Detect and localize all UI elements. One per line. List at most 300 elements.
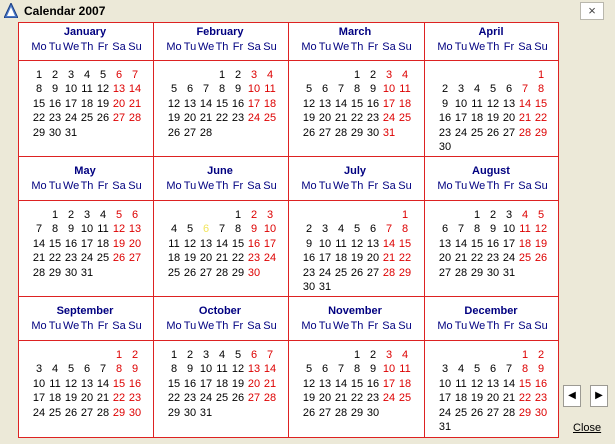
calendar-day[interactable]: 28 [96, 406, 110, 419]
calendar-day[interactable]: 25 [398, 392, 412, 405]
calendar-day[interactable]: 31 [438, 421, 452, 433]
calendar-day[interactable]: 6 [369, 223, 377, 236]
calendar-day[interactable]: 10 [199, 363, 213, 376]
calendar-day[interactable]: 20 [199, 252, 213, 265]
calendar-day[interactable]: 3 [35, 363, 43, 376]
calendar-day[interactable]: 23 [247, 252, 261, 265]
calendar-day[interactable]: 19 [231, 377, 245, 390]
calendar-day[interactable]: 3 [385, 349, 393, 361]
calendar-day[interactable]: 19 [350, 252, 364, 265]
calendar-day[interactable]: 18 [48, 392, 62, 405]
calendar-day[interactable]: 12 [167, 97, 181, 110]
calendar-day[interactable]: 15 [398, 237, 412, 250]
calendar-day[interactable]: 27 [128, 252, 142, 265]
calendar-day[interactable]: 29 [231, 266, 245, 279]
calendar-day[interactable]: 25 [96, 252, 110, 265]
calendar-day[interactable]: 25 [80, 112, 94, 125]
calendar-day[interactable]: 23 [183, 392, 197, 405]
calendar-day[interactable]: 12 [302, 97, 316, 110]
calendar-day[interactable]: 27 [486, 406, 500, 419]
previous-year-button[interactable]: ◀ [563, 385, 581, 407]
calendar-day[interactable]: 22 [350, 392, 364, 405]
calendar-day[interactable]: 20 [438, 252, 452, 265]
calendar-day[interactable]: 25 [334, 266, 348, 279]
calendar-day[interactable]: 6 [202, 223, 210, 236]
calendar-day[interactable]: 8 [537, 83, 545, 96]
calendar-day[interactable]: 20 [366, 252, 380, 265]
calendar-day[interactable]: 20 [502, 112, 516, 125]
calendar-day[interactable]: 14 [502, 377, 516, 390]
calendar-day[interactable]: 10 [438, 377, 452, 390]
calendar-day[interactable]: 24 [438, 406, 452, 419]
calendar-day[interactable]: 21 [263, 377, 277, 390]
calendar-day[interactable]: 20 [183, 112, 197, 125]
calendar-day[interactable]: 7 [99, 363, 107, 376]
calendar-day[interactable]: 26 [302, 406, 316, 419]
calendar-day[interactable]: 8 [401, 223, 409, 236]
calendar-day[interactable]: 27 [366, 266, 380, 279]
calendar-day[interactable]: 10 [502, 223, 516, 236]
calendar-day[interactable]: 18 [518, 237, 532, 250]
calendar-day[interactable]: 13 [112, 83, 126, 96]
calendar-day[interactable]: 31 [199, 406, 213, 419]
calendar-day[interactable]: 24 [454, 126, 468, 139]
calendar-day[interactable]: 4 [83, 69, 91, 81]
calendar-day[interactable]: 21 [518, 112, 532, 125]
calendar-day[interactable]: 30 [64, 266, 78, 279]
calendar-day[interactable]: 18 [167, 252, 181, 265]
calendar-day[interactable]: 4 [99, 209, 107, 221]
calendar-day[interactable]: 6 [115, 69, 123, 81]
calendar-day[interactable]: 3 [202, 349, 210, 361]
calendar-day[interactable]: 18 [398, 97, 412, 110]
calendar-day[interactable]: 10 [318, 237, 332, 250]
calendar-day[interactable]: 24 [247, 112, 261, 125]
calendar-day[interactable]: 9 [234, 83, 242, 96]
calendar-day[interactable]: 26 [64, 406, 78, 419]
calendar-day[interactable]: 26 [183, 266, 197, 279]
calendar-day[interactable]: 27 [247, 392, 261, 405]
calendar-day[interactable]: 21 [199, 112, 213, 125]
calendar-day[interactable]: 11 [519, 223, 531, 236]
calendar-day[interactable]: 5 [473, 363, 481, 376]
calendar-day[interactable]: 8 [218, 83, 226, 96]
calendar-day[interactable]: 16 [302, 252, 316, 265]
calendar-day[interactable]: 21 [334, 112, 348, 125]
calendar-day[interactable]: 23 [366, 112, 380, 125]
calendar-day[interactable]: 30 [486, 266, 500, 279]
calendar-day[interactable]: 7 [35, 223, 43, 236]
calendar-day[interactable]: 2 [250, 209, 258, 221]
calendar-day[interactable]: 10 [454, 97, 468, 110]
calendar-day[interactable]: 12 [96, 83, 110, 96]
calendar-day[interactable]: 8 [51, 223, 59, 236]
calendar-day[interactable]: 25 [263, 112, 277, 125]
calendar-day[interactable]: 1 [353, 349, 361, 361]
calendar-day[interactable]: 17 [80, 237, 94, 250]
calendar-day[interactable]: 26 [112, 252, 126, 265]
calendar-day[interactable]: 28 [263, 392, 277, 405]
calendar-day[interactable]: 23 [48, 112, 62, 125]
calendar-day[interactable]: 23 [302, 266, 316, 279]
calendar-day[interactable]: 25 [518, 252, 532, 265]
calendar-day[interactable]: 8 [521, 363, 529, 376]
calendar-day[interactable]: 28 [518, 126, 532, 139]
calendar-day[interactable]: 2 [369, 69, 377, 81]
calendar-day[interactable]: 29 [518, 406, 532, 419]
calendar-day[interactable]: 30 [438, 141, 452, 153]
calendar-day[interactable]: 2 [186, 349, 194, 361]
calendar-day[interactable]: 17 [438, 392, 452, 405]
calendar-day[interactable]: 17 [382, 377, 396, 390]
calendar-day[interactable]: 7 [218, 223, 226, 236]
calendar-day[interactable]: 17 [64, 97, 78, 110]
calendar-day[interactable]: 1 [218, 69, 226, 81]
calendar-day[interactable]: 28 [32, 266, 46, 279]
calendar-day[interactable]: 13 [502, 97, 516, 110]
calendar-day[interactable]: 18 [80, 97, 94, 110]
calendar-day[interactable]: 15 [350, 377, 364, 390]
calendar-day[interactable]: 30 [366, 126, 380, 139]
calendar-day[interactable]: 28 [382, 266, 396, 279]
calendar-day[interactable]: 15 [534, 97, 548, 110]
calendar-day[interactable]: 23 [534, 392, 548, 405]
calendar-day[interactable]: 9 [537, 363, 545, 376]
calendar-day[interactable]: 7 [505, 363, 513, 376]
calendar-day[interactable]: 7 [457, 223, 465, 236]
calendar-day[interactable]: 10 [382, 363, 396, 376]
calendar-day[interactable]: 9 [305, 237, 313, 250]
calendar-day[interactable]: 26 [302, 126, 316, 139]
calendar-day[interactable]: 23 [366, 392, 380, 405]
calendar-day[interactable]: 14 [199, 97, 213, 110]
calendar-day[interactable]: 25 [398, 112, 412, 125]
calendar-day[interactable]: 17 [32, 392, 46, 405]
calendar-day[interactable]: 20 [486, 392, 500, 405]
calendar-day[interactable]: 27 [502, 126, 516, 139]
calendar-day[interactable]: 12 [112, 223, 126, 236]
calendar-day[interactable]: 15 [518, 377, 532, 390]
calendar-day[interactable]: 5 [99, 69, 107, 81]
calendar-day[interactable]: 27 [318, 406, 332, 419]
calendar-day[interactable]: 13 [183, 97, 197, 110]
calendar-day[interactable]: 6 [131, 209, 139, 221]
calendar-day[interactable]: 7 [266, 349, 274, 361]
calendar-day[interactable]: 13 [128, 223, 142, 236]
calendar-day[interactable]: 21 [502, 392, 516, 405]
calendar-day[interactable]: 3 [266, 209, 274, 221]
calendar-day[interactable]: 10 [64, 83, 78, 96]
calendar-day[interactable]: 11 [168, 237, 180, 250]
calendar-day[interactable]: 23 [64, 252, 78, 265]
calendar-day[interactable]: 29 [167, 406, 181, 419]
calendar-day[interactable]: 19 [64, 392, 78, 405]
calendar-day[interactable]: 26 [534, 252, 548, 265]
calendar-day[interactable]: 16 [438, 112, 452, 125]
calendar-day[interactable]: 6 [83, 363, 91, 376]
calendar-day[interactable]: 14 [334, 97, 348, 110]
calendar-day[interactable]: 24 [382, 112, 396, 125]
calendar-day[interactable]: 9 [441, 97, 449, 110]
calendar-day[interactable]: 6 [321, 83, 329, 96]
calendar-day[interactable]: 27 [80, 406, 94, 419]
calendar-day[interactable]: 25 [215, 392, 229, 405]
calendar-day[interactable]: 9 [489, 223, 497, 236]
calendar-day[interactable]: 17 [382, 97, 396, 110]
calendar-day[interactable]: 21 [215, 252, 229, 265]
calendar-day[interactable]: 24 [263, 252, 277, 265]
calendar-day[interactable]: 1 [115, 349, 123, 361]
calendar-day[interactable]: 18 [454, 392, 468, 405]
calendar-day[interactable]: 22 [215, 112, 229, 125]
calendar-day[interactable]: 25 [454, 406, 468, 419]
calendar-day[interactable]: 30 [366, 406, 380, 419]
calendar-day[interactable]: 8 [234, 223, 242, 236]
calendar-day[interactable]: 30 [302, 281, 316, 293]
calendar-day[interactable]: 4 [51, 363, 59, 376]
calendar-day[interactable]: 13 [486, 377, 500, 390]
calendar-day[interactable]: 28 [334, 406, 348, 419]
calendar-day[interactable]: 4 [170, 223, 178, 236]
calendar-day[interactable]: 5 [305, 83, 313, 96]
calendar-day[interactable]: 5 [234, 349, 242, 361]
calendar-day[interactable]: 2 [369, 349, 377, 361]
calendar-day[interactable]: 5 [170, 83, 178, 96]
calendar-day[interactable]: 19 [96, 97, 110, 110]
calendar-day[interactable]: 8 [170, 363, 178, 376]
calendar-day[interactable]: 17 [199, 377, 213, 390]
calendar-day[interactable]: 2 [537, 349, 545, 361]
calendar-day[interactable]: 13 [80, 377, 94, 390]
calendar-day[interactable]: 27 [112, 112, 126, 125]
calendar-day[interactable]: 6 [250, 349, 258, 361]
calendar-day[interactable]: 22 [518, 392, 532, 405]
calendar-day[interactable]: 10 [382, 83, 396, 96]
calendar-day[interactable]: 11 [471, 97, 483, 110]
calendar-day[interactable]: 26 [167, 126, 181, 139]
calendar-day[interactable]: 6 [186, 83, 194, 96]
calendar-day[interactable]: 14 [382, 237, 396, 250]
calendar-day[interactable]: 28 [334, 126, 348, 139]
calendar-day[interactable]: 1 [537, 69, 545, 81]
calendar-day[interactable]: 4 [337, 223, 345, 236]
calendar-day[interactable]: 3 [457, 83, 465, 96]
calendar-day[interactable]: 4 [401, 349, 409, 361]
calendar-day[interactable]: 1 [170, 349, 178, 361]
calendar-day[interactable]: 9 [67, 223, 75, 236]
calendar-day[interactable]: 15 [350, 97, 364, 110]
calendar-day[interactable]: 17 [502, 237, 516, 250]
calendar-day[interactable]: 21 [32, 252, 46, 265]
calendar-day[interactable]: 5 [305, 363, 313, 376]
calendar-day[interactable]: 6 [321, 363, 329, 376]
calendar-day[interactable]: 23 [438, 126, 452, 139]
calendar-day[interactable]: 17 [318, 252, 332, 265]
calendar-day[interactable]: 3 [441, 363, 449, 376]
calendar-day[interactable]: 13 [318, 97, 332, 110]
calendar-day[interactable]: 7 [521, 83, 529, 96]
calendar-day[interactable]: 11 [399, 83, 411, 96]
calendar-day[interactable]: 3 [250, 69, 258, 81]
calendar-day[interactable]: 3 [385, 69, 393, 81]
calendar-day[interactable]: 12 [534, 223, 548, 236]
calendar-day[interactable]: 1 [353, 69, 361, 81]
calendar-day[interactable]: 20 [318, 392, 332, 405]
calendar-day[interactable]: 5 [186, 223, 194, 236]
calendar-day[interactable]: 1 [401, 209, 409, 221]
calendar-day[interactable]: 15 [112, 377, 126, 390]
calendar-day[interactable]: 4 [218, 349, 226, 361]
calendar-day[interactable]: 15 [215, 97, 229, 110]
calendar-day[interactable]: 12 [470, 377, 484, 390]
calendar-day[interactable]: 11 [455, 377, 467, 390]
calendar-day[interactable]: 5 [115, 209, 123, 221]
calendar-day[interactable]: 11 [97, 223, 109, 236]
calendar-day[interactable]: 24 [502, 252, 516, 265]
calendar-day[interactable]: 21 [454, 252, 468, 265]
calendar-day[interactable]: 15 [32, 97, 46, 110]
calendar-day[interactable]: 15 [48, 237, 62, 250]
calendar-day[interactable]: 6 [505, 83, 513, 96]
calendar-day[interactable]: 10 [263, 223, 277, 236]
calendar-day[interactable]: 14 [128, 83, 142, 96]
calendar-day[interactable]: 3 [321, 223, 329, 236]
calendar-day[interactable]: 31 [382, 126, 396, 139]
calendar-day[interactable]: 19 [486, 112, 500, 125]
calendar-day[interactable]: 27 [199, 266, 213, 279]
calendar-day[interactable]: 16 [366, 377, 380, 390]
calendar-day[interactable]: 28 [199, 126, 213, 139]
calendar-day[interactable]: 28 [215, 266, 229, 279]
calendar-day[interactable]: 30 [534, 406, 548, 419]
calendar-day[interactable]: 9 [250, 223, 258, 236]
calendar-day[interactable]: 20 [80, 392, 94, 405]
calendar-day[interactable]: 20 [247, 377, 261, 390]
calendar-day[interactable]: 20 [112, 97, 126, 110]
calendar-day[interactable]: 19 [183, 252, 197, 265]
calendar-day[interactable]: 21 [382, 252, 396, 265]
calendar-day[interactable]: 16 [183, 377, 197, 390]
next-year-button[interactable]: ▶ [590, 385, 608, 407]
calendar-day[interactable]: 12 [64, 377, 78, 390]
calendar-day[interactable]: 14 [334, 377, 348, 390]
calendar-day[interactable]: 23 [231, 112, 245, 125]
calendar-day[interactable]: 19 [470, 392, 484, 405]
calendar-day[interactable]: 14 [32, 237, 46, 250]
calendar-day[interactable]: 14 [96, 377, 110, 390]
calendar-day[interactable]: 24 [32, 406, 46, 419]
calendar-day[interactable]: 26 [470, 406, 484, 419]
calendar-day[interactable]: 18 [398, 377, 412, 390]
calendar-day[interactable]: 18 [470, 112, 484, 125]
calendar-day[interactable]: 2 [305, 223, 313, 236]
calendar-day[interactable]: 16 [231, 97, 245, 110]
calendar-day[interactable]: 16 [128, 377, 142, 390]
calendar-day[interactable]: 7 [337, 83, 345, 96]
calendar-day[interactable]: 18 [334, 252, 348, 265]
calendar-day[interactable]: 28 [454, 266, 468, 279]
calendar-day[interactable]: 25 [167, 266, 181, 279]
calendar-day[interactable]: 13 [438, 237, 452, 250]
calendar-day[interactable]: 11 [264, 83, 276, 96]
calendar-day[interactable]: 24 [80, 252, 94, 265]
calendar-day[interactable]: 13 [247, 363, 261, 376]
calendar-day[interactable]: 30 [128, 406, 142, 419]
calendar-day[interactable]: 9 [131, 363, 139, 376]
calendar-day[interactable]: 7 [337, 363, 345, 376]
close-link[interactable]: Close [573, 422, 602, 434]
calendar-day[interactable]: 13 [199, 237, 213, 250]
calendar-day[interactable]: 25 [48, 406, 62, 419]
calendar-day[interactable]: 29 [470, 266, 484, 279]
calendar-day[interactable]: 16 [366, 97, 380, 110]
calendar-day[interactable]: 31 [64, 126, 78, 139]
calendar-day[interactable]: 12 [486, 97, 500, 110]
calendar-day[interactable]: 6 [489, 363, 497, 376]
calendar-day[interactable]: 26 [231, 392, 245, 405]
calendar-day[interactable]: 9 [51, 83, 59, 96]
window-close-button[interactable]: × [580, 2, 604, 20]
calendar-day[interactable]: 2 [131, 349, 139, 361]
calendar-day[interactable]: 8 [115, 363, 123, 376]
calendar-day[interactable]: 13 [318, 377, 332, 390]
calendar-day[interactable]: 22 [350, 112, 364, 125]
calendar-day[interactable]: 17 [263, 237, 277, 250]
calendar-day[interactable]: 30 [183, 406, 197, 419]
calendar-day[interactable]: 19 [534, 237, 548, 250]
calendar-day[interactable]: 20 [128, 237, 142, 250]
calendar-day[interactable]: 11 [81, 83, 93, 96]
calendar-day[interactable]: 22 [470, 252, 484, 265]
calendar-day[interactable]: 2 [441, 83, 449, 96]
calendar-day[interactable]: 5 [67, 363, 75, 376]
calendar-day[interactable]: 29 [32, 126, 46, 139]
calendar-day[interactable]: 5 [537, 209, 545, 221]
calendar-day[interactable]: 1 [35, 69, 43, 81]
calendar-day[interactable]: 5 [353, 223, 361, 236]
calendar-day[interactable]: 3 [505, 209, 513, 221]
calendar-day[interactable]: 29 [398, 266, 412, 279]
calendar-day[interactable]: 24 [199, 392, 213, 405]
calendar-day[interactable]: 29 [534, 126, 548, 139]
calendar-day[interactable]: 24 [382, 392, 396, 405]
calendar-day[interactable]: 23 [128, 392, 142, 405]
calendar-day[interactable]: 1 [521, 349, 529, 361]
calendar-day[interactable]: 9 [186, 363, 194, 376]
calendar-day[interactable]: 4 [457, 363, 465, 376]
calendar-day[interactable]: 16 [486, 237, 500, 250]
calendar-day[interactable]: 4 [266, 69, 274, 81]
calendar-day[interactable]: 19 [302, 112, 316, 125]
calendar-day[interactable]: 17 [247, 97, 261, 110]
calendar-day[interactable]: 16 [247, 237, 261, 250]
calendar-day[interactable]: 26 [96, 112, 110, 125]
calendar-day[interactable]: 10 [32, 377, 46, 390]
calendar-day[interactable]: 12 [302, 377, 316, 390]
calendar-day[interactable]: 22 [231, 252, 245, 265]
calendar-day[interactable]: 8 [35, 83, 43, 96]
calendar-day[interactable]: 21 [96, 392, 110, 405]
calendar-day[interactable]: 15 [231, 237, 245, 250]
calendar-day[interactable]: 11 [49, 377, 61, 390]
calendar-day[interactable]: 14 [518, 97, 532, 110]
calendar-day[interactable]: 12 [183, 237, 197, 250]
calendar-day[interactable]: 16 [64, 237, 78, 250]
calendar-day[interactable]: 4 [521, 209, 529, 221]
calendar-day[interactable]: 8 [473, 223, 481, 236]
calendar-day[interactable]: 29 [350, 126, 364, 139]
calendar-day[interactable]: 1 [473, 209, 481, 221]
